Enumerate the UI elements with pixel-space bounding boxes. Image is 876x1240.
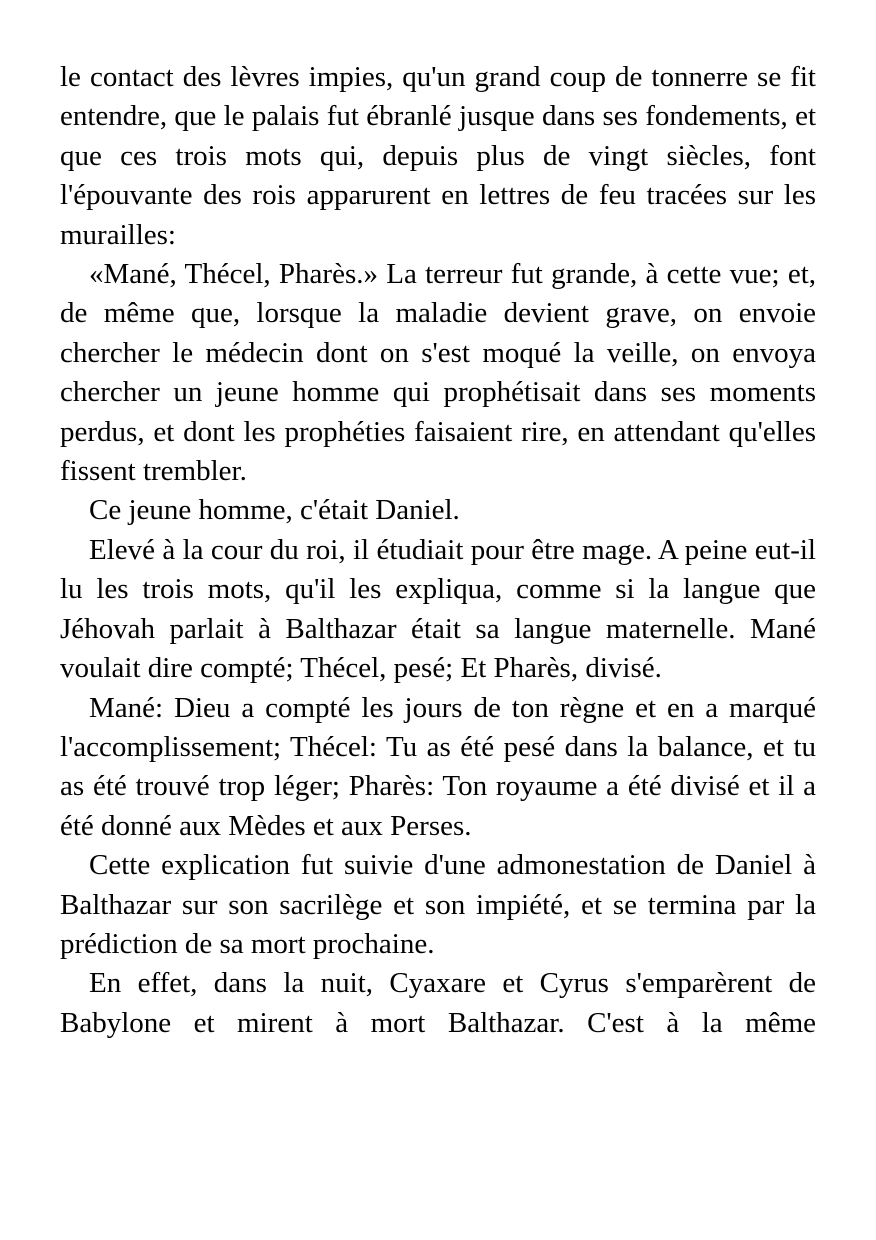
paragraph-babylone: En effet, dans la nuit, Cyaxare et Cyrus s'emparèrent de Babylone et mirent à mort Balthazar. C'est à la même (60, 967, 816, 1039)
paragraph-meaning: Mané: Dieu a compté les jours de ton règne et en a marqué l'accomplissement; Thécel: Tu as été pesé dans la balance, et tu as été trouvé trop léger; Pharès: Ton royaume a été divisé et il a été donné aux Mèdes et aux Perses. (60, 691, 816, 842)
paragraph-daniel-explanation: Elevé à la cour du roi, il étudiait pour être mage. A peine eut-il lu les trois mots, qu'il les expliqua, comme si la langue que Jéhovah parlait à Balthazar était sa langue maternelle. Mané voulait dire compté; Thécel, pesé; Et Pharès, divisé. (60, 533, 816, 685)
paragraph-continuation: le contact des lèvres impies, qu'un grand coup de tonnerre se fit entendre, que le palais fut ébranlé jusque dans ses fondements, et que ces trois mots qui, depuis plus de vingt siècles, font l'épouvante des rois apparurent en lettres de feu tracées sur les murailles: (60, 61, 816, 251)
paragraph-daniel-intro: Ce jeune homme, c'était Daniel. (89, 494, 460, 527)
page-body (60, 58, 816, 1043)
paragraph-mane-thecel-phares: «Mané, Thécel, Pharès.» La terreur fut grande, à cette vue; et, de même que, lorsque la maladie devient grave, on envoie chercher le médecin dont on s'est moqué la veille, on envoya chercher un jeune homme qui prophétisait dans ses moments perdus, et dont les prophéties faisaient rire, en attendant qu'elles fissent trembler. (60, 258, 816, 488)
paragraph-admonestation: Cette explication fut suivie d'une admonestation de Daniel à Balthazar sur son sacrilège et son impiété, et se termina par la prédiction de sa mort prochaine. (60, 849, 816, 960)
